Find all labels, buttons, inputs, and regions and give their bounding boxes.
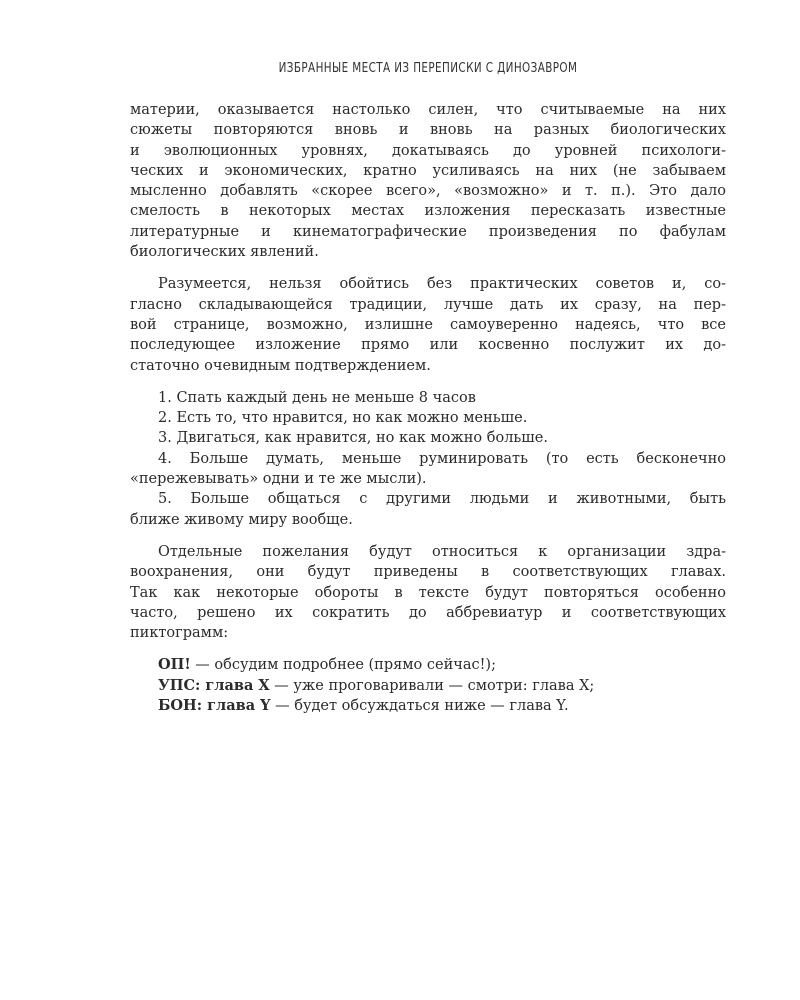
abbreviation-definition: — будет обсуждаться ниже — глава Y. [270, 698, 569, 715]
text-line: и эволюционных уровнях, докатываясь до уровней психологи- [130, 142, 726, 159]
text-line: вой странице, возможно, излишне самоуверенно надеясь, что все [130, 316, 726, 333]
list-item: 4. Больше думать, меньше руминировать (то есть бесконечно [158, 450, 726, 467]
advice-list [130, 388, 726, 530]
text-line: ческих и экономических, кратно усиливаясь на них (не забываем [130, 162, 726, 179]
abbreviation-definition: — обсудим подробнее (прямо сейчас!); [190, 657, 496, 674]
text-line: последующее изложение прямо или косвенно послужит их до- [130, 337, 726, 354]
abbreviation-list [130, 655, 726, 716]
list-item: 2. Есть то, что нравится, но как можно меньше. [158, 410, 528, 427]
text-line: Отдельные пожелания будут относиться к организации здра- [158, 543, 726, 560]
text-line: Так как некоторые обороты в тексте будут повторяться особенно [130, 584, 726, 601]
running-head: ИЗБРАННЫЕ МЕСТА ИЗ ПЕРЕПИСКИ С ДИНОЗАВРОМ [278, 61, 578, 76]
abbreviation-term: УПС: глава X [158, 676, 270, 694]
text-line: воохранения, они будут приведены в соответствующих главах. [130, 564, 726, 581]
text-line: гласно складывающейся традиции, лучше дать их сразу, на пер- [130, 296, 726, 313]
text-line: часто, решено их сократить до аббревиатур и соответствующих [130, 604, 726, 621]
abbreviation-item [130, 655, 726, 675]
text-line: биологических явлений. [130, 244, 319, 261]
text-line: мысленно добавлять «скорее всего», «возможно» и т. п.). Это дало [130, 183, 726, 200]
list-item-continuation: «пережевывать» одни и те же мысли). [130, 471, 427, 488]
list-item-continuation: ближе живому миру вообще. [130, 511, 353, 528]
paragraph-2 [130, 274, 726, 375]
list-item: 3. Двигаться, как нравится, но как можно больше. [158, 430, 548, 447]
text-line: пиктограмм: [130, 625, 229, 642]
text-line: сюжеты повторяются вновь и вновь на разных биологических [130, 122, 726, 139]
list-item: 1. Спать каждый день не меньше 8 часов [158, 389, 476, 406]
paragraph-3 [130, 542, 726, 643]
abbreviation-term: БОН: глава Y [158, 697, 271, 715]
text-line: литературные и кинематографические произведения по фабулам [130, 223, 726, 240]
abbreviation-term: ОП! [158, 656, 191, 674]
body-text [130, 100, 726, 716]
text-line: Разумеется, нельзя обойтись без практических советов и, со- [158, 276, 726, 293]
text-line: смелость в некоторых местах изложения пересказать известные [130, 203, 726, 220]
paragraph-1 [130, 100, 726, 262]
text-line: статочно очевидным подтверждением. [130, 357, 431, 374]
text-line: материи, оказывается настолько силен, что считываемые на них [130, 102, 726, 118]
abbreviation-item [130, 676, 726, 696]
abbreviation-item [130, 696, 726, 716]
list-item: 5. Больше общаться с другими людьми и животными, быть [158, 491, 726, 508]
abbreviation-definition: — уже проговаривали — смотри: глава X; [269, 677, 595, 694]
